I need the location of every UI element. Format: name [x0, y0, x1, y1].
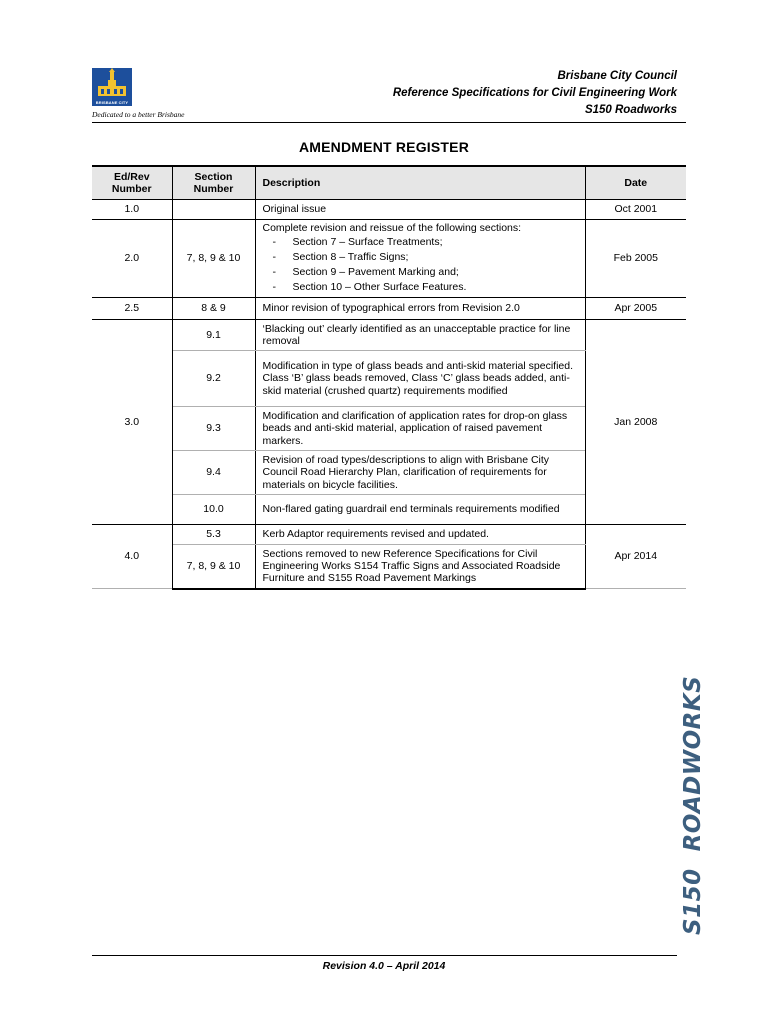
table-row [92, 320, 686, 351]
table-row [92, 298, 686, 320]
col-header-section: Section Number [172, 166, 255, 200]
org-name: Brisbane City Council [557, 70, 677, 82]
table-row [92, 200, 686, 220]
description-cell: Revision of road types/descriptions to align with Brisbane City Council Road Hierarchy Plan, clarification of requirements for materials on bicycle facilities. [255, 451, 585, 495]
col-header-ed-rev: Ed/Rev Number [92, 166, 172, 200]
spec-title: Reference Specifications for Civil Engineering Work [392, 87, 677, 99]
ed-cell: 2.5 [92, 298, 172, 320]
section-cell: 7, 8, 9 & 10 [172, 545, 255, 589]
description-cell: Original issue [255, 200, 585, 220]
description-cell: Minor revision of typographical errors from Revision 2.0 [255, 298, 585, 320]
section-cell: 9.3 [172, 407, 255, 451]
table-row [92, 220, 686, 298]
revision-footer: Revision 4.0 – April 2014 [322, 960, 446, 972]
table-header-row [92, 166, 686, 200]
amendment-register-table [92, 165, 686, 590]
col-header-description: Description [255, 166, 585, 200]
description-cell: Sections removed to new Reference Specifications for Civil Engineering Works S154 Traffic Signs and Associated Roadside Furniture and S155 Road Pavement Markings [255, 545, 585, 589]
description-cell: ‘Blacking out’ clearly identified as an unacceptable practice for line removal [255, 320, 585, 351]
section-cell: 9.2 [172, 351, 255, 407]
logo-text: BRISBANE CITY [95, 100, 129, 105]
council-logo [92, 68, 202, 119]
date-cell: Jan 2008 [585, 320, 686, 525]
ed-cell: 3.0 [92, 320, 172, 525]
date-cell: Feb 2005 [585, 220, 686, 298]
page-title: AMENDMENT REGISTER [298, 139, 470, 155]
section-cell: 8 & 9 [172, 298, 255, 320]
description-cell: Kerb Adaptor requirements revised and updated. [255, 525, 585, 545]
date-cell: Apr 2005 [585, 298, 686, 320]
section-cell: 5.3 [172, 525, 255, 545]
col-header-date: Date [585, 166, 686, 200]
section-cell: 9.1 [172, 320, 255, 351]
section-cell: 10.0 [172, 495, 255, 525]
ed-cell: 1.0 [92, 200, 172, 220]
description-intro: Complete revision and reissue of the following sections: [262, 221, 522, 234]
section-cell: 7, 8, 9 & 10 [172, 220, 255, 298]
list-item: - Section 10 – Other Surface Features. [273, 280, 578, 295]
section-list [263, 235, 578, 295]
description-cell [255, 220, 585, 298]
description-cell: Non-flared gating guardrail end terminals requirements modified [255, 495, 585, 525]
list-item: - Section 7 – Surface Treatments; [273, 235, 578, 250]
date-cell: Oct 2001 [585, 200, 686, 220]
document-header [393, 68, 677, 119]
list-item: - Section 8 – Traffic Signs; [273, 250, 578, 265]
section-cell: 9.4 [172, 451, 255, 495]
tagline: Dedicated to a better Brisbane [92, 110, 185, 119]
list-item: - Section 9 – Pavement Marking and; [273, 265, 578, 280]
ed-cell: 2.0 [92, 220, 172, 298]
ed-cell: 4.0 [92, 525, 172, 589]
city-hall-icon [92, 68, 132, 106]
side-section-label: S150 ROADWORKS [680, 675, 706, 935]
header-divider [92, 122, 686, 123]
footer-divider [92, 955, 677, 956]
description-cell: Modification in type of glass beads and anti-skid material specified. Class ‘B’ glass beads removed, Class ‘C’ glass beads added, anti-skid material (crushed quartz) requirements modified [255, 351, 585, 407]
section-cell [172, 200, 255, 220]
description-cell: Modification and clarification of application rates for drop-on glass beads and anti-skid material, application of raised pavement markers. [255, 407, 585, 451]
table-row [92, 525, 686, 545]
section-title: S150 Roadworks [584, 104, 677, 116]
date-cell: Apr 2014 [585, 525, 686, 589]
